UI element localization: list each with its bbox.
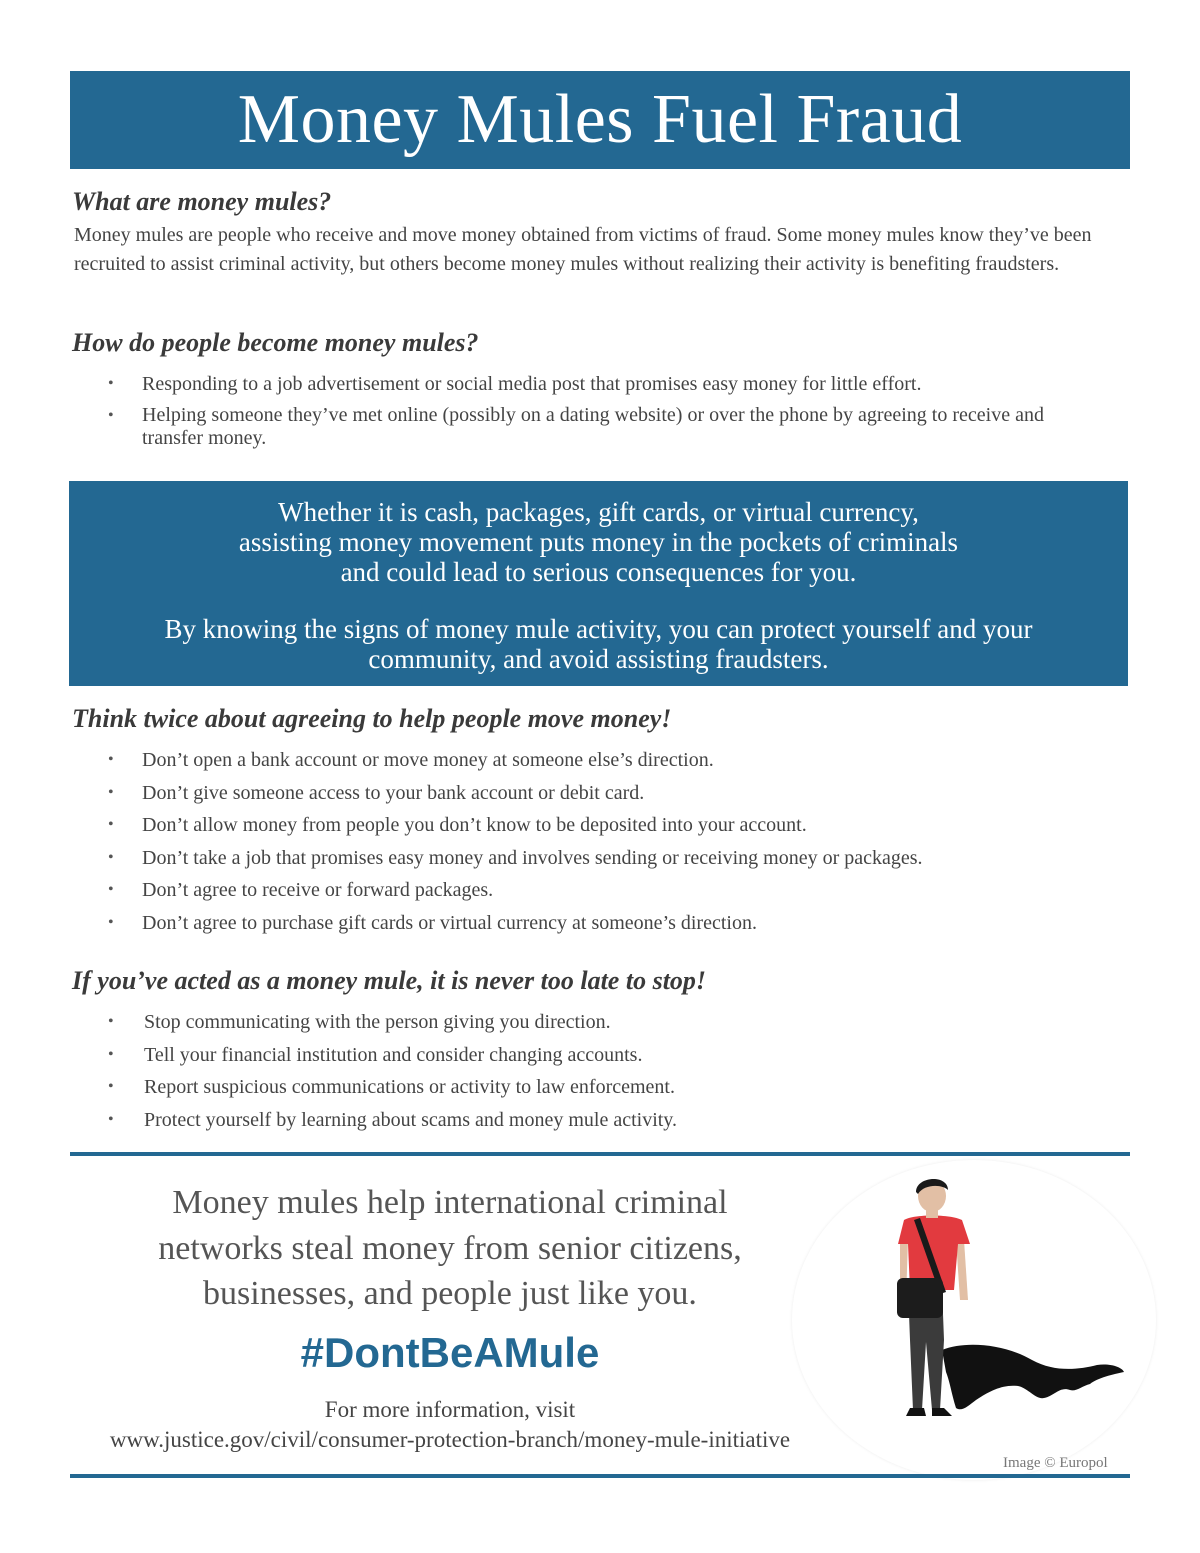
callout-line: By knowing the signs of money mule activity, you can protect yourself and your <box>164 614 1033 644</box>
list-item-text: Helping someone they’ve met online (possibly on a dating website) or over the phone by agreeing to receive and transfer money. <box>142 404 1044 449</box>
how-heading: How do people become money mules? <box>72 328 479 357</box>
bullet-icon: • <box>108 1013 114 1030</box>
callout-box <box>69 481 1128 686</box>
list-item <box>72 1010 1132 1034</box>
hashtag: #DontBeAMule <box>300 1328 600 1376</box>
illustration-circle <box>792 1160 1156 1480</box>
donkey-shadow <box>942 1345 1124 1409</box>
list-item-text: Responding to a job advertisement or social media post that promises easy money for little effort. <box>142 373 922 395</box>
list-item <box>72 813 1132 837</box>
divider-top <box>70 1152 1130 1156</box>
list-item-text: Report suspicious communications or activity to law enforcement. <box>144 1076 675 1098</box>
more-info-url[interactable]: www.justice.gov/civil/consumer-protection-branch/money-mule-initiative <box>109 1426 791 1452</box>
bullet-icon: • <box>108 783 114 801</box>
callout-line: and could lead to serious consequences for you. <box>340 557 857 587</box>
think-list <box>72 748 1132 935</box>
what-body: Money mules are people who receive and move money obtained from victims of fraud. Some money mules know they’ve been recruited to assist criminal activity, but others become money mules without realizing their activity is benefiting fraudsters. <box>74 224 1092 275</box>
title-banner <box>70 71 1130 169</box>
list-item <box>72 781 1132 805</box>
list-item-text: Don’t allow money from people you don’t know to be deposited into your account. <box>142 814 807 836</box>
list-item <box>72 1075 1132 1099</box>
list-item-text: Don’t agree to purchase gift cards or virtual currency at someone’s direction. <box>142 911 757 934</box>
footer-lead-line: Money mules help international criminal <box>172 1184 728 1221</box>
list-item-text: Don’t give someone access to your bank account or debit card. <box>142 781 645 804</box>
list-item <box>72 911 1132 935</box>
image-credit: Image © Europol <box>1003 1455 1108 1471</box>
list-item-text: Protect yourself by learning about scams and money mule activity. <box>144 1108 678 1131</box>
bullet-icon: • <box>108 1110 114 1128</box>
how-section <box>72 328 1132 458</box>
money-mule-illustration <box>792 1160 1156 1480</box>
list-item <box>72 404 1132 450</box>
how-list <box>72 372 1132 450</box>
page-title: Money Mules Fuel Fraud <box>237 81 963 158</box>
footer-lead-line: networks steal money from senior citizens, <box>158 1229 742 1267</box>
callout-paragraph-2 <box>69 614 1128 674</box>
list-item <box>72 1043 1132 1067</box>
bullet-icon: • <box>108 1078 114 1095</box>
footer-message <box>60 1180 840 1455</box>
shoe-right <box>932 1408 952 1416</box>
divider-bottom <box>70 1474 1130 1478</box>
list-item <box>72 846 1132 870</box>
bullet-icon: • <box>108 751 114 768</box>
list-item-text: Don’t open a bank account or move money at someone else’s direction. <box>142 749 714 771</box>
think-section <box>72 704 1132 943</box>
list-item-text: Don’t agree to receive or forward packages. <box>142 879 494 901</box>
bullet-icon: • <box>108 375 114 392</box>
stop-heading: If you’ve acted as a money mule, it is never too late to stop! <box>72 966 707 995</box>
list-item-text: Tell your financial institution and consider changing accounts. <box>144 1043 643 1066</box>
list-item-text: Stop communicating with the person giving you direction. <box>144 1011 611 1033</box>
what-section <box>72 187 1132 279</box>
stop-section <box>72 966 1132 1140</box>
list-item <box>72 878 1132 902</box>
more-info-label: For more information, visit <box>324 1396 576 1422</box>
think-heading: Think twice about agreeing to help people move money! <box>72 704 672 733</box>
callout-line: community, and avoid assisting fraudsters. <box>368 644 829 674</box>
messenger-bag <box>897 1278 943 1318</box>
bullet-icon: • <box>108 881 114 898</box>
bullet-icon: • <box>108 1045 114 1063</box>
callout-paragraph-1 <box>69 497 1128 587</box>
shoe-left <box>906 1408 926 1416</box>
list-item <box>72 1108 1132 1132</box>
list-item <box>72 372 1132 396</box>
bullet-icon: • <box>108 816 114 833</box>
callout-line: Whether it is cash, packages, gift cards, or virtual currency, <box>278 497 919 527</box>
list-item <box>72 748 1132 772</box>
bullet-icon: • <box>108 913 114 931</box>
footer-lead <box>60 1180 840 1317</box>
list-item-text: Don’t take a job that promises easy money and involves sending or receiving money or packages. <box>142 846 923 869</box>
stop-list <box>72 1010 1132 1132</box>
callout-line: assisting money movement puts money in the pockets of criminals <box>238 527 959 557</box>
person-arm-right <box>956 1240 968 1300</box>
what-heading: What are money mules? <box>72 187 332 216</box>
bullet-icon: • <box>108 407 114 424</box>
footer-lead-line: businesses, and people just like you. <box>203 1275 697 1312</box>
bullet-icon: • <box>108 848 114 866</box>
